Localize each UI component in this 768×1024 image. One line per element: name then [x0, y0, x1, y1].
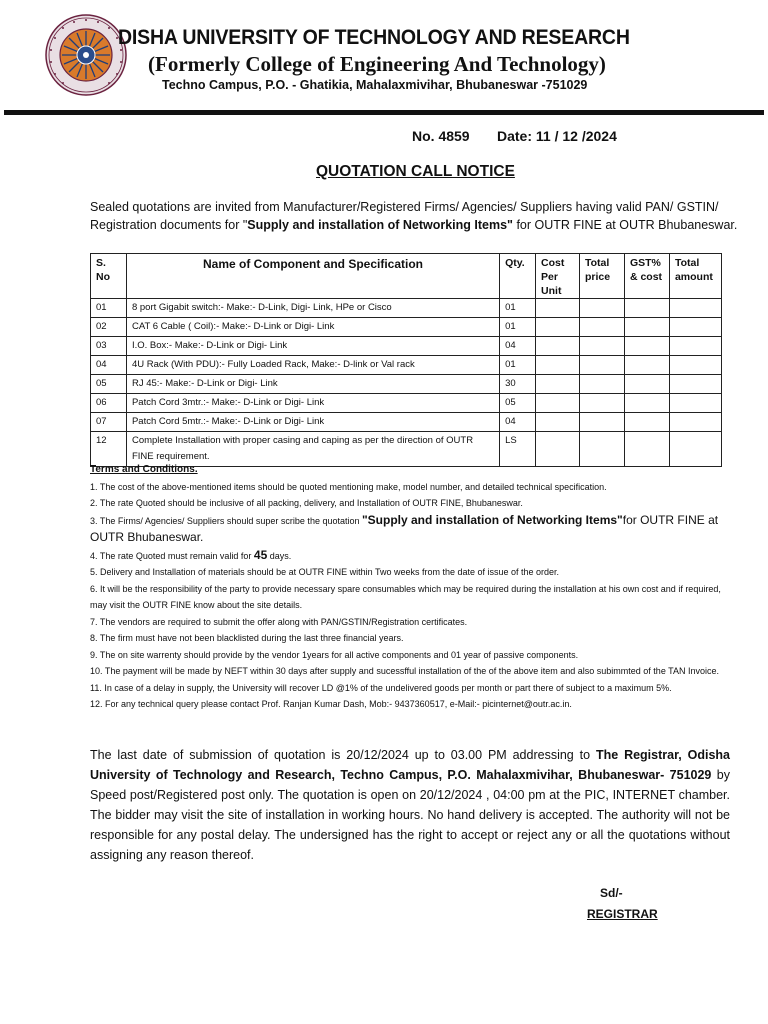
term-bold-text: "Supply and installation of Networking Items"	[361, 512, 623, 527]
table-row	[91, 337, 722, 356]
term-item	[90, 547, 730, 565]
term-item: 1. The cost of the above-mentioned items should be quoted mentioning make, model number, and detailed technical specification.	[90, 481, 607, 492]
cell-total-price	[580, 375, 625, 394]
cell-cost	[536, 337, 580, 356]
cell-total-price	[580, 413, 625, 432]
cell-spec: I.O. Box:- Make:- D-Link or Digi- Link	[126, 337, 499, 356]
university-logo	[45, 14, 127, 96]
cell-sno: 01	[91, 299, 127, 318]
cell-spec: Patch Cord 5mtr.:- Make:- D-Link or Digi- Link	[126, 413, 499, 432]
intro-text-end: for OUTR FINE at OUTR Bhubaneswar.	[512, 218, 738, 232]
cell-total-price	[580, 337, 625, 356]
term-item: 2. The rate Quoted should be inclusive of all packing, delivery, and Installation of OUTR FINE, Bhubaneswar.	[90, 498, 523, 508]
items-table	[90, 253, 722, 467]
header-total-price: Total price	[580, 254, 625, 299]
term-item: 11. In case of a delay in supply, the University will recover LD @1% of the undelivered goods per month or part there of subject to a maximum 5%.	[90, 682, 672, 693]
term-bold-text: 45	[253, 547, 268, 562]
header-divider	[4, 110, 764, 115]
header-sno: S. No	[91, 254, 127, 299]
cell-cost	[536, 318, 580, 337]
cell-gst	[624, 394, 669, 413]
cell-qty: 01	[500, 318, 536, 337]
cell-sno: 07	[91, 413, 127, 432]
term-text: 3. The Firms/ Agencies/ Suppliers should super scribe the quotation	[90, 515, 362, 526]
cell-qty: 01	[500, 356, 536, 375]
cell-sno: 04	[91, 356, 127, 375]
term-item: 6. It will be the responsibility of the party to provide necessary spare consumables which may be required during the installation at his own cost and if required, may visit the OUTR FINE know about the site details.	[90, 583, 721, 610]
cell-total-amount	[669, 318, 721, 337]
cell-qty: 04	[500, 337, 536, 356]
table-row	[91, 394, 722, 413]
notice-date: Date: 11 / 12 /2024	[497, 128, 617, 144]
cell-gst	[624, 413, 669, 432]
cell-gst	[624, 356, 669, 375]
signature-mark: Sd/-	[600, 886, 623, 900]
header-cost: Cost Per Unit	[536, 254, 580, 299]
closing-bold-address: The Registrar, Odisha University of Technology and Research, Techno Campus, P.O. Mahalaxmivihar, Bhubaneswar- 751029	[90, 748, 730, 782]
cell-total-price	[580, 394, 625, 413]
cell-spec: 4U Rack (With PDU):- Fully Loaded Rack, Make:- D-link or Val rack	[126, 356, 499, 375]
cell-sno: 06	[91, 394, 127, 413]
term-text: 4. The rate Quoted must remain valid for	[90, 550, 254, 561]
term-item: 9. The on site warrenty should provide by the vendor 1years for all active components and 01 year of passive components.	[90, 649, 579, 660]
cell-qty: 04	[500, 413, 536, 432]
term-item: 8. The firm must have not been blacklisted during the last three financial years.	[90, 633, 404, 643]
table-row	[91, 413, 722, 432]
intro-bold-text: Supply and installation of Networking Items"	[247, 218, 513, 232]
intro-paragraph	[90, 198, 740, 234]
cell-cost	[536, 375, 580, 394]
cell-spec: 8 port Gigabit switch:- Make:- D-Link, Digi- Link, HPe or Cisco	[126, 299, 499, 318]
cell-gst	[624, 337, 669, 356]
closing-text: The last date of submission of quotation is 20/12/2024 up to 03.00 PM addressing to	[90, 748, 596, 762]
table-row	[91, 299, 722, 318]
cell-sno: 05	[91, 375, 127, 394]
cell-total-amount	[669, 375, 721, 394]
term-text-end: for OUTR FINE at OUTR Bhubaneswar.	[90, 512, 719, 544]
university-name: DISHA UNIVERSITY OF TECHNOLOGY AND RESEARCH	[118, 26, 630, 49]
terms-section	[90, 462, 730, 713]
table-row	[91, 375, 722, 394]
cell-total-amount	[669, 356, 721, 375]
cell-sno: 03	[91, 337, 127, 356]
cell-cost	[536, 413, 580, 432]
cell-gst	[624, 375, 669, 394]
notice-title: QUOTATION CALL NOTICE	[316, 163, 515, 180]
closing-paragraph	[90, 745, 730, 865]
term-text-end: days.	[267, 550, 292, 561]
cell-gst	[624, 299, 669, 318]
cell-spec: Complete Installation with proper casing and caping as per the direction of OUTR FINE requirement.	[126, 432, 499, 467]
cell-total-price	[580, 299, 625, 318]
header-qty: Qty.	[500, 254, 536, 299]
term-item: 12. For any technical query please contact Prof. Ranjan Kumar Dash, Mob:- 9437360517, e-Mail:- picinternet@outr.ac.in.	[90, 699, 572, 709]
university-address: Techno Campus, P.O. - Ghatikia, Mahalaxmivihar, Bhubaneswar -751029	[162, 78, 588, 92]
cell-total-amount	[669, 394, 721, 413]
header-gst: GST% & cost	[624, 254, 669, 299]
term-item	[90, 512, 730, 547]
cell-qty: 01	[500, 299, 536, 318]
term-item: 5. Delivery and Installation of materials should be at OUTR FINE within Two weeks from the date of issue of the order.	[90, 567, 560, 577]
cell-spec: RJ 45:- Make:- D-Link or Digi- Link	[126, 375, 499, 394]
notice-number: No. 4859	[412, 128, 470, 144]
cell-cost	[536, 299, 580, 318]
cell-total-price	[580, 356, 625, 375]
cell-qty: 05	[500, 394, 536, 413]
cell-spec: Patch Cord 3mtr.:- Make:- D-Link or Digi- Link	[126, 394, 499, 413]
cell-cost	[536, 356, 580, 375]
cell-qty: 30	[500, 375, 536, 394]
cell-sno: 02	[91, 318, 127, 337]
closing-text-end: by Speed post/Registered post only. The quotation is open on 20/12/2024 , 04:00 pm at the PIC, INTERNET chamber. The bidder may visit the site of installation in working hours. No hand delivery is accepted. The authority will not be responsible for any postal delay. The undersigned has the right to accept or reject any or all the quotations without assigning any reason thereof.	[90, 768, 730, 862]
table-header-row	[91, 254, 722, 299]
header-spec: Name of Component and Specification	[126, 254, 499, 299]
cell-total-amount	[669, 337, 721, 356]
terms-heading: Terms and Conditions.	[90, 464, 198, 475]
term-item: 10. The payment will be made by NEFT within 30 days after supply and sucessfful installation of the of the above item and also subimmted of the TAN Invoice.	[90, 666, 720, 676]
cell-gst	[624, 318, 669, 337]
header-total-amount: Total amount	[669, 254, 721, 299]
table-row	[91, 356, 722, 375]
intro-text: Sealed quotations are invited from Manufacturer/Registered Firms/ Agencies/ Suppliers having valid PAN/ GSTIN/ Registration documents for "	[90, 200, 719, 232]
university-former-name: (Formerly College of Engineering And Technology)	[148, 52, 606, 76]
registrar-title: REGISTRAR	[587, 907, 658, 921]
cell-total-amount	[669, 299, 721, 318]
term-item: 7. The vendors are required to submit the offer along with PAN/GSTIN/Registration certificates.	[90, 616, 468, 627]
cell-qty: LS	[500, 432, 536, 467]
cell-total-amount	[669, 413, 721, 432]
table-row	[91, 318, 722, 337]
cell-cost	[536, 394, 580, 413]
cell-total-price	[580, 318, 625, 337]
cell-spec: CAT 6 Cable ( Coil):- Make:- D-Link or Digi- Link	[126, 318, 499, 337]
cell-sno: 12	[91, 432, 127, 467]
